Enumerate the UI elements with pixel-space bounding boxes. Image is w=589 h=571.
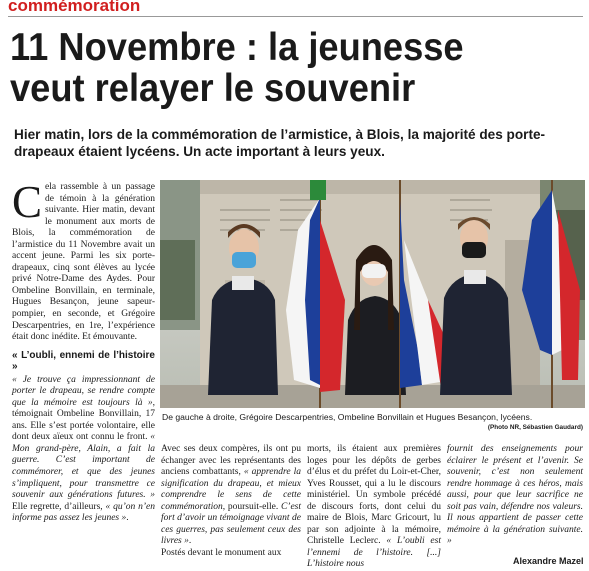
photo-credit: (Photo NR, Sébastien Gaudard) bbox=[487, 424, 583, 431]
article-column-1 bbox=[12, 177, 155, 525]
paragraph: Avec ses deux compères, ils ont pu échanger avec les représentants des anciens combattants, « apprendre la signification du drapeau, et mieux comprendre le sens de cette commémoration, poursuit-elle. C’est fort d’avoir un témoignage vivant de ces guerres, pas seulement ceux des livres ». bbox=[161, 444, 301, 547]
subheading: « L’oubli, ennemi de l’histoire » bbox=[12, 349, 155, 373]
article-photo bbox=[160, 180, 585, 408]
paragraph: morts, ils étaient aux premières loges pour les dépôts de gerbes d’élus et du préfet du Loir-et-Cher, Yves Rousset, qui a lu le discours ministériel. Un symbole précédé de discours forts, dont celui du maire de Blois, Marc Gricourt, lu par son adjointe à la mémoire, Christelle Leclerc. « L’oubli est l’ennemi de l’histoire. [...] L’histoire nous bbox=[307, 444, 441, 570]
lead-paragraph: Cela rassemble à un passage de témoin à la génération suivante. Hier matin, devant le monument aux morts de Blois, la commémoration de l’armistice du 11 Novembre avait un accent jeune. Parmi les six porte-drapeaux, cinq sont élèves au lycée privé Notre-Dame des Aydes. Pour Ombeline Bonvillain, en terminale, Hugues Besançon, jeune sapeur-pompier, en seconde, et Grégoire Descarpentries, en 1re, l’expérience était donc inédite. Et émouvante. bbox=[12, 177, 155, 343]
drop-cap: C bbox=[12, 177, 43, 227]
author-byline: Alexandre Mazel bbox=[513, 556, 584, 566]
headline: 11 Novembre : la jeunesse veut relayer le souvenir bbox=[10, 26, 464, 110]
paragraph: Postés devant le monument aux bbox=[161, 547, 282, 558]
paragraph: « Je trouve ça impressionnant de porter le drapeau, se rendre compte que la mémoire est toujours là », témoignait Ombeline Bonvillain, 17 ans. Elle s’est portée volontaire, elle dont deux aïeux ont connu le front. « Mon grand-père, Alain, a fait la guerre. C’est important de commémorer, et que des jeunes s’impliquent, pour transmettre ce souvenir aux générations futures. » Elle regrette, d’ailleurs, « qu’on n’en informe pas assez les jeunes ». bbox=[12, 374, 155, 524]
paragraph: fournit des enseignements pour éclairer le présent et l’avenir. Se souvenir, c’est non seulement rendre hommage à ces héros, mais aussi, pour que leur sacrifice ne soit pas vain, défendre nos valeurs. Il nous appartient de passer cette mémoire à la génération suivante. » bbox=[447, 444, 583, 547]
article-column-2 bbox=[161, 444, 301, 559]
article-column-4 bbox=[447, 444, 583, 548]
section-label: commémoration bbox=[8, 0, 141, 15]
photo-illustration bbox=[160, 180, 585, 408]
photo-caption: De gauche à droite, Grégoire Descarpentries, Ombeline Bonvillain et Hugues Besançon, lycéens. bbox=[162, 412, 533, 422]
standfirst: Hier matin, lors de la commémoration de l’armistice, à Blois, la majorité des porte-drapeaux étaient lycéens. Un acte important à leurs yeux. bbox=[14, 127, 546, 159]
section-rule bbox=[8, 16, 583, 17]
article-column-3 bbox=[307, 444, 441, 571]
